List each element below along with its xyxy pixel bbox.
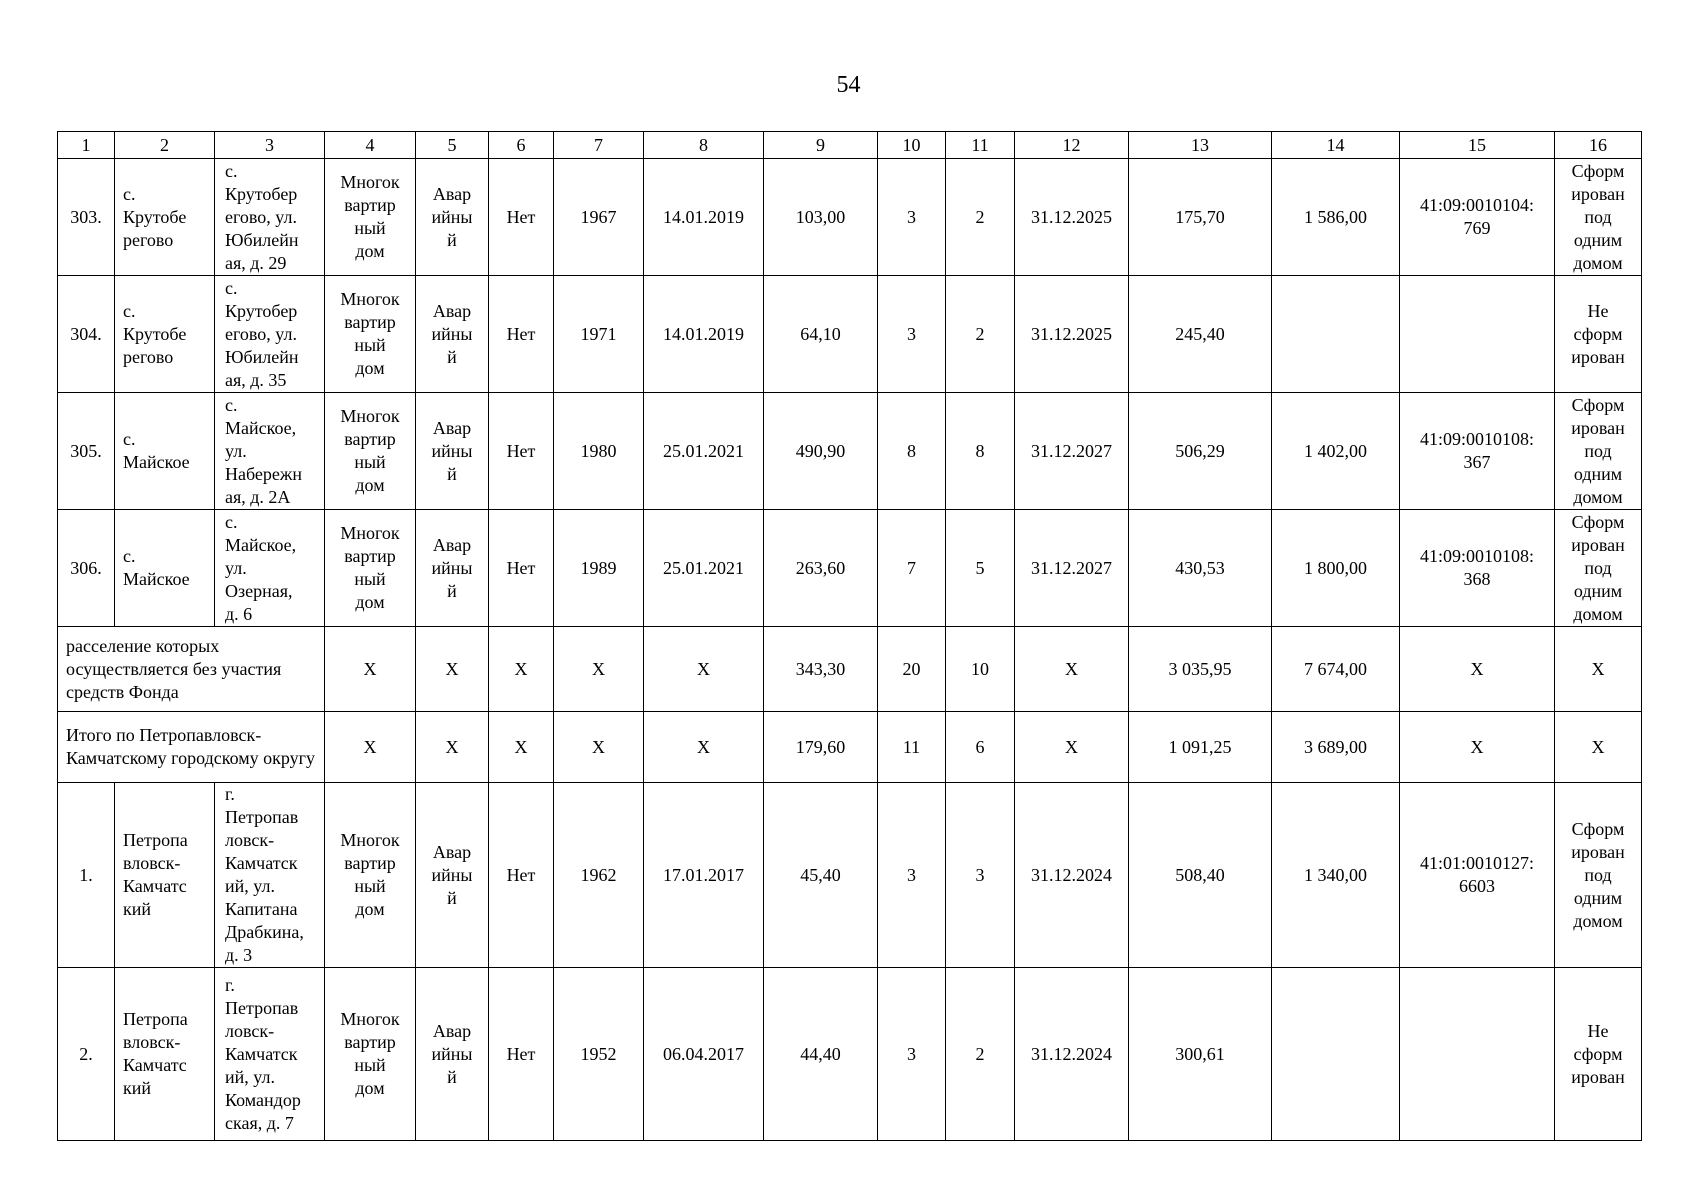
address-cell: г. Петропав ловск- Камчатск ий, ул. Командор ская, д. 7 [215, 968, 325, 1141]
count-cell: 2 [946, 159, 1015, 276]
count-cell: 3 [878, 968, 946, 1141]
summary-cell: X [489, 627, 554, 712]
summary-cell: 3 035,95 [1129, 627, 1272, 712]
column-header: 12 [1015, 132, 1129, 159]
summary-cell: 343,30 [764, 627, 878, 712]
summary-cell: 20 [878, 627, 946, 712]
building-type-cell: Многок вартир ный дом [325, 968, 416, 1141]
summary-label: Итого по Петропавловск-Камчатскому городскому округу [58, 712, 325, 783]
address-cell: с. Крутобер егово, ул. Юбилейн ая, д. 29 [215, 159, 325, 276]
cadastral-cell: 41:09:0010108: 367 [1400, 393, 1555, 510]
value-cell: 1 402,00 [1272, 393, 1400, 510]
column-header: 2 [115, 132, 215, 159]
status-cell: Авар ийны й [416, 159, 489, 276]
summary-cell: X [416, 712, 489, 783]
deadline-cell: 31.12.2024 [1015, 783, 1129, 968]
land-status-cell: Не сформ ирован [1555, 968, 1642, 1141]
summary-cell: 179,60 [764, 712, 878, 783]
row-number: 303. [58, 159, 115, 276]
status-cell: Авар ийны й [416, 510, 489, 627]
status-cell: Авар ийны й [416, 783, 489, 968]
land-status-cell: Сформ ирован под одним домом [1555, 159, 1642, 276]
address-cell: г. Петропав ловск- Камчатск ий, ул. Капитана Драбкина, д. 3 [215, 783, 325, 968]
summary-cell: X [554, 712, 644, 783]
table-row [58, 393, 1642, 510]
column-header: 6 [489, 132, 554, 159]
date-cell: 14.01.2019 [644, 276, 764, 393]
summary-cell: X [1400, 627, 1555, 712]
value-cell [1272, 968, 1400, 1141]
address-cell: с. Майское, ул. Озерная, д. 6 [215, 510, 325, 627]
flag-cell: Нет [489, 968, 554, 1141]
column-header: 7 [554, 132, 644, 159]
value-cell: 1 586,00 [1272, 159, 1400, 276]
building-type-cell: Многок вартир ный дом [325, 393, 416, 510]
table-row [58, 510, 1642, 627]
summary-cell: X [325, 627, 416, 712]
year-cell: 1952 [554, 968, 644, 1141]
area-cell: 490,90 [764, 393, 878, 510]
column-number-row [58, 132, 1642, 159]
table-row [58, 968, 1642, 1141]
housing-register-table [57, 131, 1642, 1141]
land-status-cell: Сформ ирован под одним домом [1555, 510, 1642, 627]
column-header: 8 [644, 132, 764, 159]
count-cell: 8 [946, 393, 1015, 510]
row-number: 1. [58, 783, 115, 968]
settlement-cell: с. Майское [115, 393, 215, 510]
count-cell: 8 [878, 393, 946, 510]
area-cell: 44,40 [764, 968, 878, 1141]
year-cell: 1980 [554, 393, 644, 510]
page-number: 54 [836, 72, 861, 98]
summary-cell: 3 689,00 [1272, 712, 1400, 783]
summary-cell: X [1555, 627, 1642, 712]
summary-cell: X [1555, 712, 1642, 783]
land-status-cell: Сформ ирован под одним домом [1555, 393, 1642, 510]
column-header: 9 [764, 132, 878, 159]
land-status-cell: Не сформ ирован [1555, 276, 1642, 393]
year-cell: 1967 [554, 159, 644, 276]
deadline-cell: 31.12.2027 [1015, 393, 1129, 510]
cadastral-cell: 41:09:0010108: 368 [1400, 510, 1555, 627]
summary-cell: 11 [878, 712, 946, 783]
column-header: 16 [1555, 132, 1642, 159]
value-cell: 175,70 [1129, 159, 1272, 276]
summary-cell: X [1015, 627, 1129, 712]
area-cell: 263,60 [764, 510, 878, 627]
value-cell: 300,61 [1129, 968, 1272, 1141]
building-type-cell: Многок вартир ный дом [325, 276, 416, 393]
deadline-cell: 31.12.2027 [1015, 510, 1129, 627]
summary-row [58, 712, 1642, 783]
summary-cell: X [325, 712, 416, 783]
deadline-cell: 31.12.2024 [1015, 968, 1129, 1141]
date-cell: 14.01.2019 [644, 159, 764, 276]
column-header: 10 [878, 132, 946, 159]
land-status-cell: Сформ ирован под одним домом [1555, 783, 1642, 968]
table-row [58, 783, 1642, 968]
area-cell: 103,00 [764, 159, 878, 276]
cadastral-cell [1400, 968, 1555, 1141]
count-cell: 3 [946, 783, 1015, 968]
flag-cell: Нет [489, 783, 554, 968]
value-cell: 508,40 [1129, 783, 1272, 968]
value-cell: 1 340,00 [1272, 783, 1400, 968]
count-cell: 3 [878, 783, 946, 968]
table-row [58, 159, 1642, 276]
flag-cell: Нет [489, 276, 554, 393]
count-cell: 2 [946, 968, 1015, 1141]
column-header: 3 [215, 132, 325, 159]
cadastral-cell: 41:09:0010104: 769 [1400, 159, 1555, 276]
summary-cell: 7 674,00 [1272, 627, 1400, 712]
column-header: 1 [58, 132, 115, 159]
year-cell: 1989 [554, 510, 644, 627]
value-cell [1272, 276, 1400, 393]
deadline-cell: 31.12.2025 [1015, 159, 1129, 276]
value-cell: 245,40 [1129, 276, 1272, 393]
summary-cell: 10 [946, 627, 1015, 712]
deadline-cell: 31.12.2025 [1015, 276, 1129, 393]
status-cell: Авар ийны й [416, 276, 489, 393]
summary-cell: 1 091,25 [1129, 712, 1272, 783]
column-header: 11 [946, 132, 1015, 159]
flag-cell: Нет [489, 510, 554, 627]
area-cell: 45,40 [764, 783, 878, 968]
area-cell: 64,10 [764, 276, 878, 393]
building-type-cell: Многок вартир ный дом [325, 510, 416, 627]
summary-cell: 6 [946, 712, 1015, 783]
column-header: 5 [416, 132, 489, 159]
settlement-cell: Петропа вловск- Камчатс кий [115, 783, 215, 968]
summary-cell: X [554, 627, 644, 712]
address-cell: с. Майское, ул. Набережн ая, д. 2А [215, 393, 325, 510]
summary-cell: X [1015, 712, 1129, 783]
row-number: 2. [58, 968, 115, 1141]
count-cell: 5 [946, 510, 1015, 627]
summary-cell: X [644, 627, 764, 712]
date-cell: 25.01.2021 [644, 510, 764, 627]
value-cell: 1 800,00 [1272, 510, 1400, 627]
row-number: 304. [58, 276, 115, 393]
flag-cell: Нет [489, 159, 554, 276]
value-cell: 506,29 [1129, 393, 1272, 510]
count-cell: 3 [878, 276, 946, 393]
settlement-cell: Петропа вловск- Камчатс кий [115, 968, 215, 1141]
summary-cell: X [416, 627, 489, 712]
status-cell: Авар ийны й [416, 393, 489, 510]
settlement-cell: с. Майское [115, 510, 215, 627]
table-row [58, 276, 1642, 393]
summary-row [58, 627, 1642, 712]
cadastral-cell [1400, 276, 1555, 393]
cadastral-cell: 41:01:0010127: 6603 [1400, 783, 1555, 968]
building-type-cell: Многок вартир ный дом [325, 783, 416, 968]
building-type-cell: Многок вартир ный дом [325, 159, 416, 276]
year-cell: 1971 [554, 276, 644, 393]
column-header: 14 [1272, 132, 1400, 159]
date-cell: 25.01.2021 [644, 393, 764, 510]
address-cell: с. Крутобер егово, ул. Юбилейн ая, д. 35 [215, 276, 325, 393]
value-cell: 430,53 [1129, 510, 1272, 627]
settlement-cell: с. Крутобе регово [115, 276, 215, 393]
row-number: 306. [58, 510, 115, 627]
row-number: 305. [58, 393, 115, 510]
summary-cell: X [1400, 712, 1555, 783]
column-header: 13 [1129, 132, 1272, 159]
column-header: 15 [1400, 132, 1555, 159]
count-cell: 2 [946, 276, 1015, 393]
settlement-cell: с. Крутобе регово [115, 159, 215, 276]
date-cell: 17.01.2017 [644, 783, 764, 968]
count-cell: 7 [878, 510, 946, 627]
count-cell: 3 [878, 159, 946, 276]
column-header: 4 [325, 132, 416, 159]
date-cell: 06.04.2017 [644, 968, 764, 1141]
summary-cell: X [644, 712, 764, 783]
flag-cell: Нет [489, 393, 554, 510]
summary-cell: X [489, 712, 554, 783]
status-cell: Авар ийны й [416, 968, 489, 1141]
summary-label: расселение которых осуществляется без участия средств Фонда [58, 627, 325, 712]
year-cell: 1962 [554, 783, 644, 968]
